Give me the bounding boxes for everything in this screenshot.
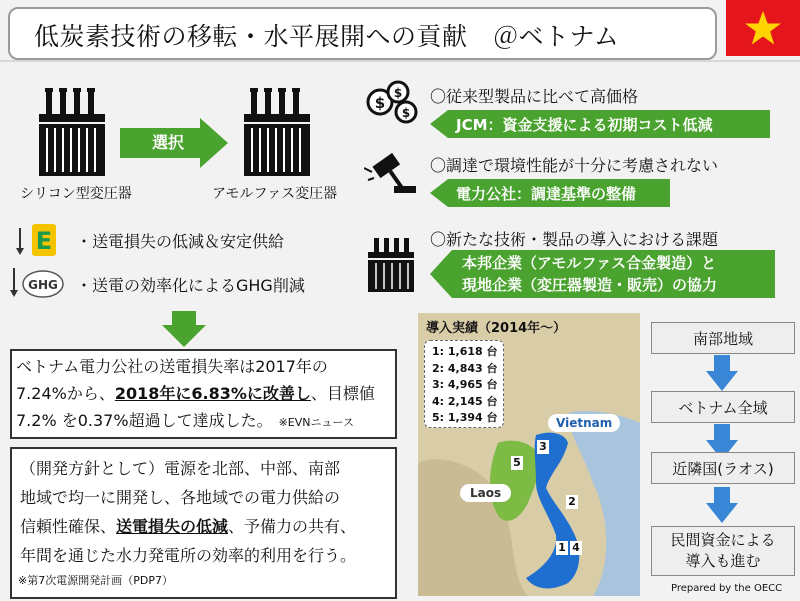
pdp7-note: ※第7次電源開発計画（PDP7）: [18, 574, 173, 587]
transformer-small-icon: [364, 236, 420, 296]
stat-4: 4: 2,145 台: [432, 394, 498, 408]
amorphous-transformer-icon: [240, 88, 320, 180]
silicon-transformer-label: シリコン型変圧器: [20, 186, 132, 202]
vietnam-label: Vietnam: [548, 414, 620, 432]
issue-3-text: 〇新たな技術・製品の導入における課題: [430, 230, 719, 249]
flow-step-4: 民間資金による 導入も進む: [651, 526, 795, 576]
vietnam-flag-icon: [726, 0, 800, 56]
silicon-transformer-icon: [35, 88, 115, 180]
svg-text:$: $: [374, 94, 386, 112]
region-3-marker: 3: [537, 440, 549, 454]
flow-arrow-1-icon: [706, 355, 738, 391]
evn-improvement-highlight: 2018年に6.83%に改善し: [114, 384, 311, 403]
solution-1-text: JCM：資金支援による初期コスト低減: [456, 116, 713, 134]
pdp7-line-2: 地域で均一に開発し、各地域での電力供給の: [20, 488, 341, 507]
solution-3-text: 本邦企業（アモルファス合金製造）と 現地企業（変圧器製造・販売）の協力: [462, 254, 718, 294]
ghg-icon-label: GHG: [28, 278, 58, 292]
evn-line-2: 7.24%から、2018年に6.83%に改善し、目標値: [16, 384, 375, 403]
solution-2-text: 電力公社：調達基準の整備: [456, 185, 637, 203]
evn-line-3: 7.2% を0.37%超過して達成した。 ※EVNニュース: [16, 411, 354, 430]
stat-2: 2: 4,843 台: [432, 361, 498, 375]
flow-arrow-3-icon: [706, 487, 738, 523]
svg-text:$: $: [393, 86, 403, 100]
benefit-2-text: ・送電の効率化によるGHG削減: [76, 276, 305, 295]
flow-step-2: ベトナム全域: [651, 391, 795, 423]
stat-1: 1: 1,618 台: [432, 345, 498, 358]
region-5-marker: 5: [511, 456, 523, 470]
title-divider: [0, 60, 800, 62]
evn-text: [16, 353, 392, 436]
select-label: 選択: [152, 133, 185, 152]
pdp7-loss-highlight: 送電損失の低減: [116, 517, 229, 536]
down-arrow-icon: [162, 311, 206, 347]
energy-icon-letter: E: [35, 227, 53, 255]
pdp7-line-1: （開発方針として）電源を北部、中部、南部: [20, 459, 341, 478]
stats-list: [432, 344, 498, 427]
flow-step-3: 近隣国(ラオス): [651, 452, 795, 484]
region-2-marker: 2: [566, 495, 578, 509]
money-coins-icon: [364, 80, 420, 126]
stat-5: 5: 1,394 台: [432, 411, 498, 424]
region-4-marker: 4: [570, 541, 582, 555]
map-title: 導入実績（2014年～）: [426, 321, 567, 336]
pdp7-line-4: 年間を通じた水力発電所の効率的利用を行う。: [20, 546, 357, 565]
region-1-marker: 1: [556, 541, 568, 555]
stat-3: 3: 4,965 台: [432, 378, 498, 391]
evn-note: ※EVNニュース: [278, 416, 354, 429]
gavel-icon: [364, 150, 420, 196]
footer-credit: Prepared by the OECC: [671, 583, 783, 594]
pdp7-text: [20, 454, 390, 570]
amorphous-transformer-label: アモルファス変圧器: [212, 186, 338, 202]
flow-step-1: 南部地域: [651, 322, 795, 354]
page-title: 低炭素技術の移転・水平展開への貢献 ＠ベトナム: [34, 22, 620, 51]
evn-line-1: ベトナム電力公社の送電損失率は2017年の: [16, 357, 328, 376]
pdp7-line-3: 信頼性確保、送電損失の低減、予備力の共有、: [20, 517, 357, 536]
energy-efficiency-icon: [16, 222, 60, 258]
issue-2-text: 〇調達で環境性能が十分に考慮されない: [430, 156, 719, 175]
svg-text:$: $: [401, 106, 411, 120]
laos-label: Laos: [460, 484, 511, 502]
ghg-cloud-icon: [10, 266, 66, 300]
issue-1-text: 〇従来型製品に比べて高価格: [430, 87, 639, 106]
benefit-1-text: ・送電損失の低減＆安定供給: [76, 232, 285, 251]
